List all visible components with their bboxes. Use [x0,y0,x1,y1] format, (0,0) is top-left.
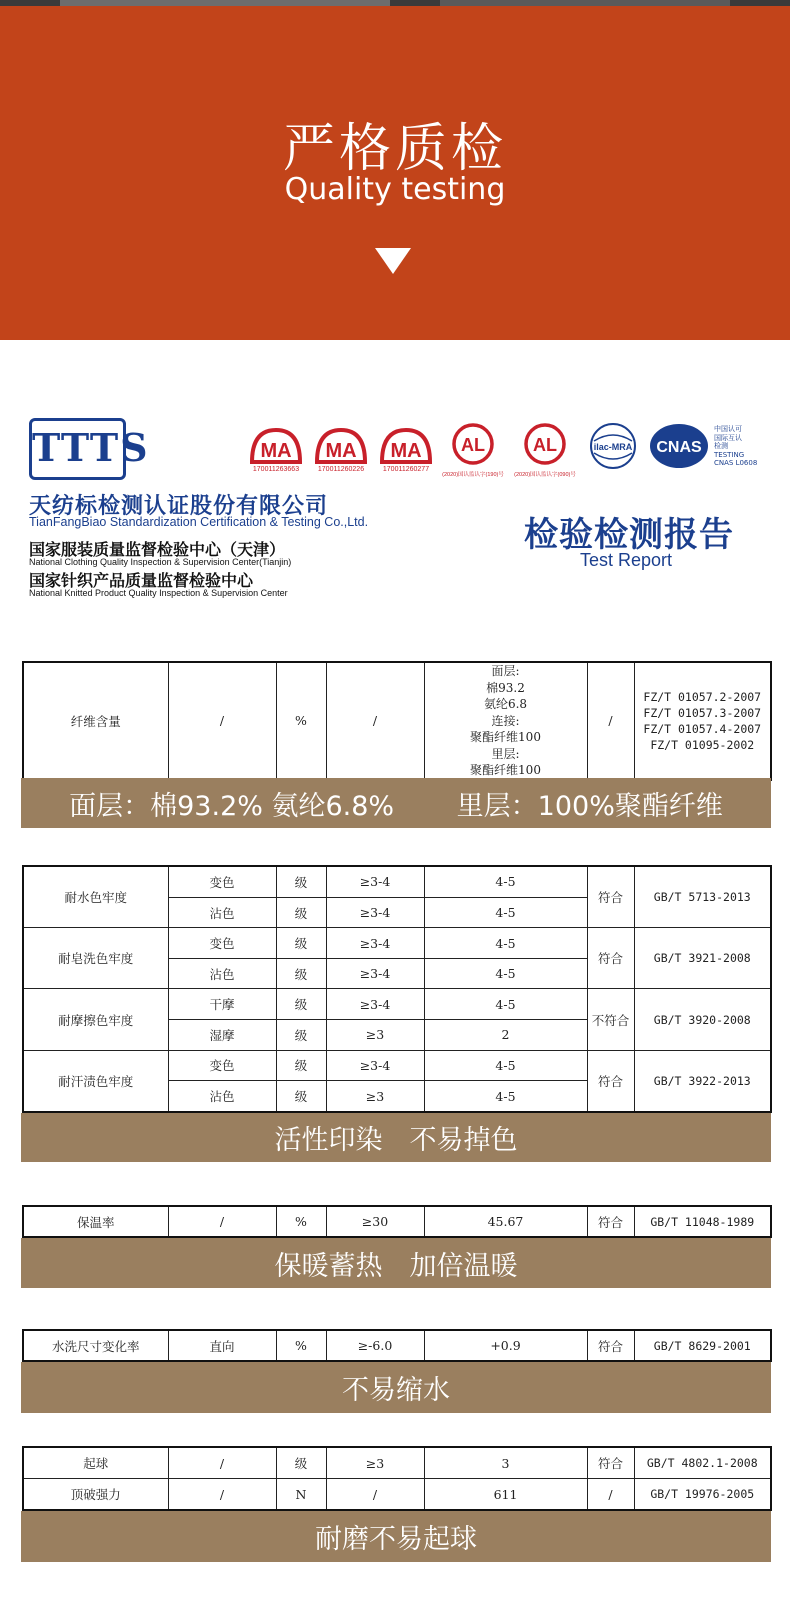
standard-cell: GB/T 4802.1-2008 [634,1447,771,1479]
verdict-cell: 符合 [587,1050,634,1112]
sub-cell: / [168,1479,276,1511]
knitted-center-en: National Knitted Product Quality Inspection & Supervision Center [29,588,288,598]
requirement-cell: ≥-6.0 [326,1330,424,1361]
standard-line: FZ/T 01095-2002 [650,737,755,752]
item-cell: 纤维含量 [23,662,168,780]
cal-number: (2020)国认监认字(090)号 [514,472,576,478]
sub-cell: 变色 [168,1050,276,1081]
standard-cell: GB/T 3920-2008 [634,989,771,1050]
result-cell: +0.9 [424,1330,587,1361]
ilac-mra-icon [588,421,638,471]
requirement-cell: ≥3 [326,1020,424,1051]
report-title-cn: 检验检测报告 [524,515,734,555]
result-cell: 45.67 [424,1206,587,1237]
table-row [23,662,771,780]
sub-cell: / [168,662,276,780]
knitted-center-cn: 国家针织产品质量监督检验中心 [29,571,254,590]
item-cell: 水洗尺寸变化率 [23,1330,168,1361]
result-cell: 4-5 [424,1050,587,1081]
item-cell: 保温率 [23,1206,168,1237]
company-name-cn: 天纺标检测认证股份有限公司 [29,494,329,519]
result-line: 氨纶6.8 [483,697,528,711]
cnas-mark-icon [648,421,710,471]
verdict-cell: / [587,1479,634,1511]
item-cell: 耐汗渍色牢度 [23,1050,168,1112]
result-cell: 4-5 [424,1081,587,1112]
requirement-cell: / [326,1479,424,1511]
pilling-bursting-table [22,1446,772,1511]
sub-cell: 变色 [168,866,276,897]
unit-cell: % [276,1330,326,1361]
sub-cell: 干摩 [168,989,276,1020]
unit-cell: 级 [276,897,326,928]
cal-label: AL [461,435,485,455]
result-cell: 4-5 [424,866,587,897]
warmth-banner: 保暖蓄热 加倍温暖 [21,1238,771,1288]
verdict-cell: 符合 [587,1206,634,1237]
requirement-cell: ≥30 [326,1206,424,1237]
no-shrink-banner: 不易缩水 [21,1362,771,1413]
sub-cell: / [168,1447,276,1479]
standard-cell: GB/T 3921-2008 [634,928,771,989]
ma-number: 170011260226 [317,466,365,473]
sub-cell: 直向 [168,1330,276,1361]
standard-cell: GB/T 11048-1989 [634,1206,771,1237]
result-line: 棉93.2 [486,680,525,695]
unit-cell: 级 [276,1050,326,1081]
cnas-cn: 中国认可 [714,425,742,433]
requirement-cell: ≥3-4 [326,989,424,1020]
table-row [23,1050,771,1081]
unit-cell: N [276,1479,326,1511]
verdict-cell: 符合 [587,1447,634,1479]
fabric-composition-banner: 面层：棉93.2% 氨纶6.8% 里层：100%聚酯纤维 [21,778,771,828]
cnas-cn3: 检测 [714,442,728,450]
table-row [23,928,771,959]
item-cell: 顶破强力 [23,1479,168,1511]
ma-number: 170011263663 [252,466,300,473]
requirement-cell: ≥3-4 [326,866,424,897]
sub-cell: / [168,1206,276,1237]
standard-cell: GB/T 8629-2001 [634,1330,771,1361]
clothing-center-cn: 国家服装质量监督检验中心（天津） [29,540,286,559]
hero-subtitle: Quality testing [284,172,506,207]
cma-seal-icon [249,427,303,465]
cal-seal-icon [449,422,497,466]
result-cell: 4-5 [424,989,587,1020]
result-line: 聚酯纤维100 [470,730,541,744]
hero-title: 严格质检 [282,119,507,179]
standard-cell: GB/T 5713-2013 [634,866,771,928]
standard-line: FZ/T 01057.4-2007 [643,721,762,736]
company-name-en: TianFangBiao Standardization Certification & Testing Co.,Ltd. [29,515,369,529]
standard-cell: GB/T 3922-2013 [634,1050,771,1112]
requirement-cell: ≥3-4 [326,958,424,989]
result-line: 连接: [491,713,520,728]
cnas-cn2: 国际互认 [714,433,742,442]
unit-cell: 级 [276,1447,326,1479]
result-cell: 4-5 [424,958,587,989]
standard-line: FZ/T 01057.2-2007 [643,689,762,704]
result-line: 聚酯纤维100 [470,763,541,777]
fiber-content-table [22,661,772,781]
ma-number: 170011260277 [382,466,430,473]
unit-cell: % [276,662,326,780]
dyeing-banner: 活性印染 不易掉色 [21,1113,771,1162]
unit-cell: 级 [276,866,326,897]
ilac-label: ilac-MRA [593,442,633,452]
result-cell: 611 [424,1479,587,1511]
unit-cell: 级 [276,989,326,1020]
cnas-en: TESTING [714,450,745,459]
requirement-cell: ≥3-4 [326,1050,424,1081]
result-line: 里层: [491,746,520,761]
sub-cell: 变色 [168,928,276,959]
cnas-code: CNAS L0608 [714,459,758,467]
table-row [23,1479,771,1511]
ttts-logo: TTTS [29,418,126,480]
table-row [23,1330,771,1361]
report-title-en: Test Report [580,550,673,570]
cnas-accreditation-text [714,425,757,468]
sub-cell: 沾色 [168,1081,276,1112]
thermal-retention-table [22,1205,772,1238]
item-cell: 耐水色牢度 [23,866,168,928]
table-row [23,866,771,897]
item-cell: 耐摩擦色牢度 [23,989,168,1050]
verdict-cell: 符合 [587,928,634,989]
result-cell [424,662,587,780]
cma-seal-icon [314,427,368,465]
sub-cell: 沾色 [168,958,276,989]
quality-hero-banner [0,6,790,340]
cnas-label: CNAS [656,439,702,456]
verdict-cell: 符合 [587,866,634,928]
unit-cell: 级 [276,1020,326,1051]
cal-number: (2020)国认监认字(190)号 [442,472,504,478]
cal-seal-icon [521,422,569,466]
requirement-cell: ≥3-4 [326,897,424,928]
sub-cell: 沾色 [168,897,276,928]
result-cell: 2 [424,1020,587,1051]
cma-seal-icon [379,427,433,465]
sub-cell: 湿摩 [168,1020,276,1051]
shrinkage-table [22,1329,772,1362]
down-arrow-icon [375,248,411,274]
requirement-cell: ≥3 [326,1447,424,1479]
anti-pilling-banner: 耐磨不易起球 [21,1511,771,1562]
result-cell: 3 [424,1447,587,1479]
item-cell: 起球 [23,1447,168,1479]
ma-label: MA [390,440,422,462]
result-line: 面层: [491,664,520,678]
cal-label: AL [533,435,557,455]
ma-label: MA [325,440,357,462]
result-cell: 4-5 [424,928,587,959]
verdict-cell: / [587,662,634,780]
unit-cell: 级 [276,928,326,959]
table-row [23,989,771,1020]
standard-cell [634,662,771,780]
unit-cell: 级 [276,958,326,989]
standard-line: FZ/T 01057.3-2007 [643,705,762,720]
requirement-cell: / [326,662,424,780]
verdict-cell: 符合 [587,1330,634,1361]
ma-label: MA [260,440,292,462]
requirement-cell: ≥3 [326,1081,424,1112]
unit-cell: 级 [276,1081,326,1112]
item-cell: 耐皂洗色牢度 [23,928,168,989]
standard-cell: GB/T 19976-2005 [634,1479,771,1511]
table-row [23,1447,771,1479]
requirement-cell: ≥3-4 [326,928,424,959]
verdict-cell: 不符合 [587,989,634,1050]
table-row [23,1206,771,1237]
color-fastness-table [22,865,772,1113]
clothing-center-en: National Clothing Quality Inspection & Supervision Center(Tianjin) [29,557,292,567]
unit-cell: % [276,1206,326,1237]
result-cell: 4-5 [424,897,587,928]
